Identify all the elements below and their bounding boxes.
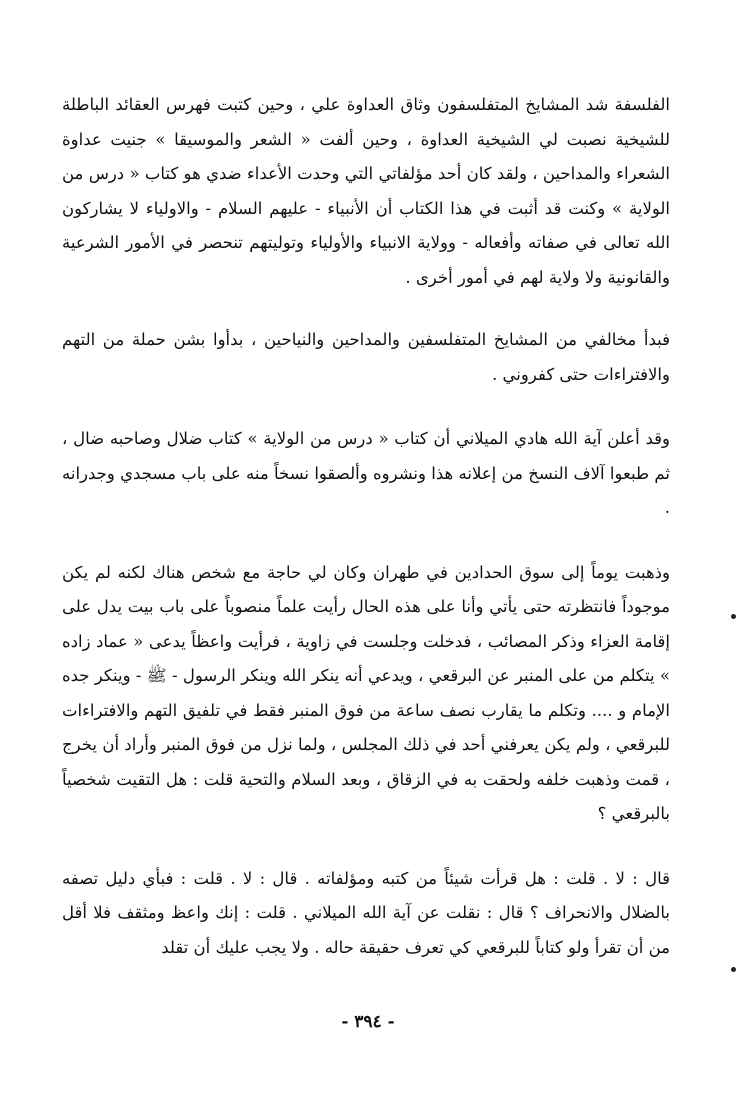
page-number: - ٣٩٤ - <box>341 1012 395 1032</box>
scan-mark <box>731 614 736 619</box>
paragraph-3: وقد أعلن آية الله هادي الميلاني أن كتاب « درس من الولاية » كتاب ضلال وصاحبه ضال ، ثم طبعوا آلاف النسخ من إعلانه هذا ونشروه وألصقوا نسخاً منه على باب مسجدي وجدرانه . <box>62 429 670 517</box>
paragraph-1: الفلسفة شد المشايخ المتفلسفون وثاق العداوة علي ، وحين كتبت فهرس العقائد الباطلة للشيخية نصبت لي الشيخية العداوة ، وحين ألفت « الشعر والموسيقا » جنيت عداوة الشعراء والمداحين ، ولقد كان أحد مؤلفاتي التي وحدت الأعداء ضدي هو كتاب « درس من الولاية » وكنت قد أثبت في هذا الكتاب أن الأنبياء - عليهم السلام - والاولياء لا يشاركون الله تعالى في صفاته وأفعاله - وولاية الانبياء والأولياء وتوليتهم تنحصر في الأمور الشرعية والقانونية ولا ولاية لهم في أمور أخرى . <box>62 95 670 287</box>
paragraph-2: فبدأ مخالفي من المشايخ المتفلسفين والمداحين والنياحين ، بدأوا بشن حملة من التهم والافتراءات حتى كفروني . <box>62 330 670 384</box>
paragraph-4: وذهبت يوماً إلى سوق الحدادين في طهران وكان لي حاجة مع شخص هناك لكنه لم يكن موجوداً فانتظرته حتى يأتي وأنا على هذه الحال رأيت علماً منصوباً على باب بيت يدل على إقامة العزاء وذكر المصائب ، فدخلت وجلست في زاوية ، فرأيت واعظاً يدعى « عماد زاده » يتكلم من على المنبر عن البرقعي ، ويدعي أنه ينكر الله وينكر الرسول - ﷺ - وينكر جده الإمام و .... وتكلم ما يقارب نصف ساعة من فوق المنبر فقط في تلفيق التهم والافتراءات للبرقعي ، ولم يكن يعرفني أحد في ذلك المجلس ، ولما نزل من فوق المنبر وأراد أن يخرج ، قمت وذهبت خلفه ولحقت به في الزقاق ، وبعد السلام والتحية قلت : هل التقيت شخصياً بالبرقعي ؟ <box>62 562 670 823</box>
paragraph-5: قال : لا . قلت : هل قرأت شيئاً من كتبه ومؤلفاته . قال : لا . قلت : فبأي دليل تصفه بالضلال والانحراف ؟ قال : نقلت عن آية الله الميلاني . قلت : إنك واعظ ومثقف فلا أقل من أن تقرأ ولو كتاباً للبرقعي كي تعرف حقيقة حاله . ولا يجب عليك أن تقلد <box>62 868 670 957</box>
scan-mark <box>731 967 736 972</box>
